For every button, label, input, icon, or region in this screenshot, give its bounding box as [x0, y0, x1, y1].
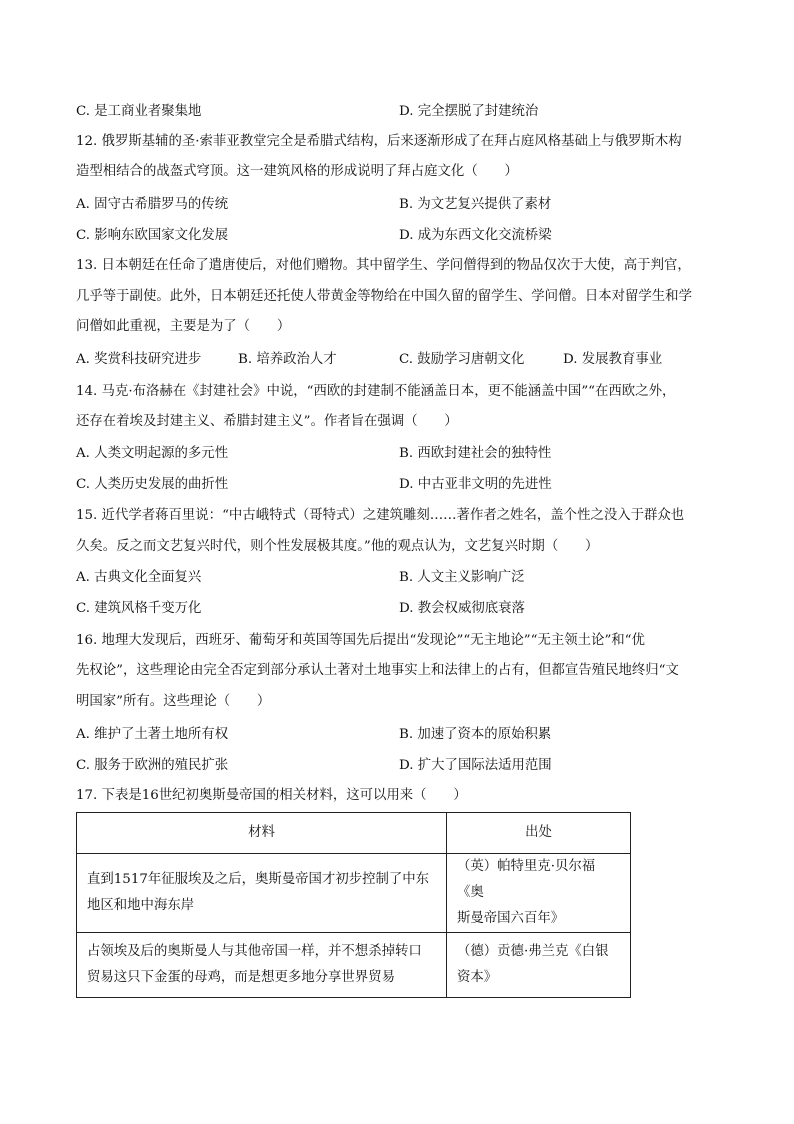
q11-option-d: D. 完全摆脱了封建统治 — [399, 104, 539, 119]
q13-option-d: D. 发展教育事业 — [563, 352, 663, 367]
material-line: 贸易这只下金蛋的母鸡，而是想更多地分享世界贸易 — [87, 970, 395, 985]
q15-option-b: B. 人文主义影响广泛 — [399, 570, 525, 585]
table-row — [77, 854, 631, 933]
q14-option-c: C. 人类历史发展的曲折性 — [76, 477, 229, 492]
source-table — [76, 812, 631, 998]
q12-option-d: D. 成为东西文化交流桥梁 — [399, 228, 552, 243]
q13-option-a: A. 奖赏科技研究进步 — [76, 352, 202, 367]
material-line: 直到1517年征服埃及之后，奥斯曼帝国才初步控制了中东 — [87, 872, 430, 887]
material-cell — [77, 933, 447, 998]
material-cell — [77, 854, 447, 933]
table-row — [77, 933, 631, 998]
q12-option-b: B. 为文艺复兴提供了素材 — [399, 197, 552, 212]
q13-option-c: C. 鼓励学习唐朝文化 — [399, 352, 525, 367]
material-line: 占领埃及后的奥斯曼人与其他帝国一样，并不想杀掉转口 — [87, 944, 422, 959]
header-source: 出处 — [447, 813, 631, 854]
source-line: （德）贡德·弗兰克《白银 — [457, 944, 609, 959]
q16-option-c: C. 服务于欧洲的殖民扩张 — [76, 758, 229, 773]
q15-option-d: D. 教会权威彻底衰落 — [399, 601, 525, 616]
q14-option-b: B. 西欧封建社会的独特性 — [399, 446, 552, 461]
q14-stem-line-2: 还存在着埃及封建主义、希腊封建主义”。作者旨在强调（ ） — [76, 414, 458, 429]
q17-stem: 17. 下表是16世纪初奥斯曼帝国的相关材料，这可以用来（ ） — [76, 788, 467, 803]
q13-stem-line-2: 几乎等于副使。此外，日本朝廷还托使人带黄金等物给在中国久留的留学生、学问僧。日本对留学生和学 — [76, 289, 692, 304]
q16-option-a: A. 维护了土著土地所有权 — [76, 727, 229, 742]
header-material: 材料 — [77, 813, 447, 854]
source-line: 资本》 — [457, 970, 498, 985]
q12-option-c: C. 影响东欧国家文化发展 — [76, 228, 229, 243]
source-cell — [447, 854, 631, 933]
q14-option-d: D. 中古亚非文明的先进性 — [399, 477, 552, 492]
q15-option-c: C. 建筑风格千变万化 — [76, 601, 202, 616]
q15-stem-line-1: 15. 近代学者蒋百里说：“中古峨特式（哥特式）之建筑雕刻……著作者之姓名，盖个性之没入于群众也 — [76, 508, 685, 523]
source-line: （英）帕特里克·贝尔福《奥 — [457, 859, 596, 900]
q12-stem-line-2: 造型相结合的战盔式穹顶。这一建筑风格的形成说明了拜占庭文化（ ） — [76, 164, 518, 179]
q14-option-a: A. 人类文明起源的多元性 — [76, 446, 229, 461]
q16-option-b: B. 加速了资本的原始积累 — [399, 727, 552, 742]
q14-stem-line-1: 14. 马克·布洛赫在《封建社会》中说，“西欧的封建制不能涵盖日本，更不能涵盖中国”“在西欧之外， — [76, 384, 676, 399]
q16-stem-line-2: 先权论”，这些理论由完全否定到部分承认土著对土地事实上和法律上的占有，但都宣告殖民地终归“文 — [76, 663, 679, 678]
table-header-row — [77, 813, 631, 854]
q13-stem-line-1: 13. 日本朝廷在任命了遣唐使后，对他们赠物。其中留学生、学问僧得到的物品仅次于大使，高于判官， — [76, 258, 691, 273]
q12-stem-line-1: 12. 俄罗斯基辅的圣·索菲亚教堂完全是希腊式结构，后来逐渐形成了在拜占庭风格基础上与俄罗斯木构 — [76, 134, 682, 149]
q16-option-d: D. 扩大了国际法适用范围 — [399, 758, 552, 773]
source-cell — [447, 933, 631, 998]
q12-option-a: A. 固守古希腊罗马的传统 — [76, 197, 229, 212]
q16-stem-line-1: 16. 地理大发现后，西班牙、葡萄牙和英国等国先后提出“发现论”“无主地论”“无主领土论”和“优 — [76, 633, 645, 648]
q13-option-b: B. 培养政治人才 — [238, 352, 337, 367]
material-line: 地区和地中海东岸 — [87, 898, 195, 913]
q15-option-a: A. 古典文化全面复兴 — [76, 570, 202, 585]
source-line: 斯曼帝国六百年》 — [457, 911, 565, 926]
q15-stem-line-2: 久矣。反之而文艺复兴时代，则个性发展极其度。”他的观点认为，文艺复兴时期（ ） — [76, 539, 599, 554]
q13-stem-line-3: 问僧如此重视，主要是为了（ ） — [76, 319, 291, 334]
q11-option-c: C. 是工商业者聚集地 — [76, 104, 202, 119]
q16-stem-line-3: 明国家”所有。这些理论（ ） — [76, 694, 271, 709]
